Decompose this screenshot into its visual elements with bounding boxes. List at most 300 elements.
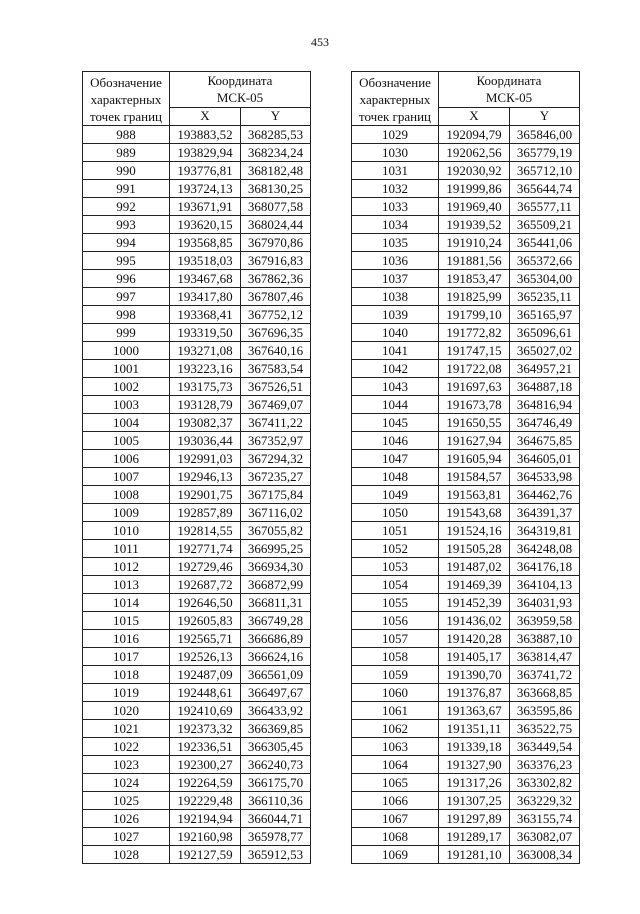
y-coordinate-cell: 363668,85 — [510, 684, 580, 702]
point-number-cell: 1009 — [83, 504, 170, 522]
x-coordinate-cell: 191289,17 — [439, 828, 510, 846]
x-coordinate-cell: 191487,02 — [439, 558, 510, 576]
coordinates-table-left — [82, 71, 311, 864]
x-coordinate-cell: 192410,69 — [170, 702, 241, 720]
y-coordinate-cell: 366497,67 — [241, 684, 311, 702]
coordinate-header-line: Координата — [476, 73, 542, 89]
y-coordinate-cell: 367526,51 — [241, 378, 311, 396]
y-coordinate-cell: 366686,89 — [241, 630, 311, 648]
x-coordinate-cell: 191376,87 — [439, 684, 510, 702]
point-number-cell: 1022 — [83, 738, 170, 756]
point-number-cell: 999 — [83, 324, 170, 342]
table-row — [83, 144, 311, 162]
point-number-cell: 1065 — [352, 774, 439, 792]
point-number-cell: 1040 — [352, 324, 439, 342]
point-number-cell: 1033 — [352, 198, 439, 216]
point-number-cell: 1060 — [352, 684, 439, 702]
y-coordinate-cell: 365644,74 — [510, 180, 580, 198]
table-row — [352, 828, 580, 846]
x-coordinate-cell: 193568,85 — [170, 234, 241, 252]
x-coordinate-cell: 192300,27 — [170, 756, 241, 774]
x-coordinate-cell: 192229,48 — [170, 792, 241, 810]
point-number-cell: 1004 — [83, 414, 170, 432]
y-coordinate-cell: 366561,09 — [241, 666, 311, 684]
y-coordinate-cell: 365577,11 — [510, 198, 580, 216]
point-number-cell: 1048 — [352, 468, 439, 486]
y-coordinate-cell: 368077,58 — [241, 198, 311, 216]
y-coordinate-cell: 364176,18 — [510, 558, 580, 576]
table-row — [352, 576, 580, 594]
point-number-cell: 1069 — [352, 846, 439, 864]
coordinates-table-right — [351, 71, 580, 864]
table-row — [352, 270, 580, 288]
y-coordinate-cell: 368285,53 — [241, 126, 311, 144]
x-coordinate-cell: 193883,52 — [170, 126, 241, 144]
y-coordinate-cell: 364957,21 — [510, 360, 580, 378]
table-row — [352, 396, 580, 414]
y-coordinate-cell: 366872,99 — [241, 576, 311, 594]
table-row — [83, 414, 311, 432]
y-coordinate-cell: 364746,49 — [510, 414, 580, 432]
point-header-line: Обозначение — [90, 75, 162, 90]
point-number-cell: 1014 — [83, 594, 170, 612]
x-coordinate-cell: 193368,41 — [170, 306, 241, 324]
y-coordinate-cell: 367862,36 — [241, 270, 311, 288]
point-number-cell: 1038 — [352, 288, 439, 306]
point-number-cell: 1029 — [352, 126, 439, 144]
point-header-line: характерных — [90, 92, 162, 107]
table-header-row — [83, 72, 311, 108]
point-number-cell: 1001 — [83, 360, 170, 378]
x-coordinate-cell: 193319,50 — [170, 324, 241, 342]
table-row — [83, 666, 311, 684]
y-coordinate-cell: 368024,44 — [241, 216, 311, 234]
table-row — [352, 504, 580, 522]
point-number-cell: 1050 — [352, 504, 439, 522]
x-coordinate-cell: 192094,79 — [439, 126, 510, 144]
y-coordinate-cell: 367970,86 — [241, 234, 311, 252]
point-number-cell: 1068 — [352, 828, 439, 846]
table-row — [83, 306, 311, 324]
point-number-cell: 1021 — [83, 720, 170, 738]
x-coordinate-cell: 191469,39 — [439, 576, 510, 594]
coordinate-header-line: МСК-05 — [216, 90, 264, 106]
point-number-cell: 1053 — [352, 558, 439, 576]
table-row — [352, 234, 580, 252]
x-coordinate-cell: 191747,15 — [439, 342, 510, 360]
y-coordinate-cell: 363229,32 — [510, 792, 580, 810]
table-row — [83, 126, 311, 144]
point-number-cell: 1005 — [83, 432, 170, 450]
x-coordinate-cell: 193620,15 — [170, 216, 241, 234]
y-coordinate-cell: 364605,01 — [510, 450, 580, 468]
point-number-cell: 1023 — [83, 756, 170, 774]
x-coordinate-cell: 191910,24 — [439, 234, 510, 252]
table-row — [352, 414, 580, 432]
y-coordinate-cell: 363741,72 — [510, 666, 580, 684]
point-number-cell: 1059 — [352, 666, 439, 684]
table-row — [83, 558, 311, 576]
y-coordinate-cell: 363008,34 — [510, 846, 580, 864]
point-column-header — [83, 72, 170, 126]
x-coordinate-cell: 191772,82 — [439, 324, 510, 342]
table-row — [83, 360, 311, 378]
x-coordinate-cell: 193271,08 — [170, 342, 241, 360]
x-coordinate-cell: 191939,52 — [439, 216, 510, 234]
y-coordinate-cell: 363595,86 — [510, 702, 580, 720]
x-coordinate-cell: 191543,68 — [439, 504, 510, 522]
table-row — [83, 504, 311, 522]
point-number-cell: 1003 — [83, 396, 170, 414]
y-coordinate-cell: 364104,13 — [510, 576, 580, 594]
y-coordinate-cell: 365509,21 — [510, 216, 580, 234]
y-coordinate-cell: 363376,23 — [510, 756, 580, 774]
point-number-cell: 1043 — [352, 378, 439, 396]
table-row — [352, 144, 580, 162]
y-coordinate-cell: 364533,98 — [510, 468, 580, 486]
table-row — [83, 684, 311, 702]
point-number-cell: 998 — [83, 306, 170, 324]
table-row — [352, 126, 580, 144]
point-number-cell: 1046 — [352, 432, 439, 450]
x-coordinate-cell: 192448,61 — [170, 684, 241, 702]
x-coordinate-cell: 192264,59 — [170, 774, 241, 792]
table-row — [83, 594, 311, 612]
y-coordinate-cell: 367469,07 — [241, 396, 311, 414]
point-number-cell: 994 — [83, 234, 170, 252]
point-number-cell: 1026 — [83, 810, 170, 828]
y-column-header: Y — [510, 107, 580, 125]
point-number-cell: 1049 — [352, 486, 439, 504]
table-row — [352, 216, 580, 234]
x-coordinate-cell: 191420,28 — [439, 630, 510, 648]
x-coordinate-cell: 193776,81 — [170, 162, 241, 180]
y-coordinate-cell: 367352,97 — [241, 432, 311, 450]
point-number-cell: 1020 — [83, 702, 170, 720]
table-row — [352, 792, 580, 810]
y-coordinate-cell: 367696,35 — [241, 324, 311, 342]
x-coordinate-cell: 192605,83 — [170, 612, 241, 630]
x-coordinate-cell: 191390,70 — [439, 666, 510, 684]
y-coordinate-cell: 367055,82 — [241, 522, 311, 540]
table-row — [83, 702, 311, 720]
x-coordinate-cell: 192771,74 — [170, 540, 241, 558]
point-number-cell: 1055 — [352, 594, 439, 612]
table-row — [352, 432, 580, 450]
x-coordinate-cell: 191650,55 — [439, 414, 510, 432]
y-coordinate-cell: 364462,76 — [510, 486, 580, 504]
x-coordinate-cell: 191351,11 — [439, 720, 510, 738]
point-number-cell: 990 — [83, 162, 170, 180]
x-coordinate-cell: 191452,39 — [439, 594, 510, 612]
x-coordinate-cell: 193724,13 — [170, 180, 241, 198]
x-column-header: X — [170, 107, 241, 125]
table-row — [83, 468, 311, 486]
point-number-cell: 1007 — [83, 468, 170, 486]
point-number-cell: 993 — [83, 216, 170, 234]
x-coordinate-cell: 193671,91 — [170, 198, 241, 216]
table-row — [83, 216, 311, 234]
table-row — [352, 252, 580, 270]
x-coordinate-cell: 192901,75 — [170, 486, 241, 504]
point-number-cell: 1039 — [352, 306, 439, 324]
x-coordinate-cell: 192030,92 — [439, 162, 510, 180]
x-coordinate-cell: 192526,13 — [170, 648, 241, 666]
table-row — [83, 828, 311, 846]
x-coordinate-cell: 191799,10 — [439, 306, 510, 324]
y-coordinate-cell: 365165,97 — [510, 306, 580, 324]
point-header-line: характерных — [359, 92, 431, 107]
table-row — [83, 396, 311, 414]
point-number-cell: 1019 — [83, 684, 170, 702]
table-row — [83, 630, 311, 648]
table-row — [83, 270, 311, 288]
y-coordinate-cell: 365912,53 — [241, 846, 311, 864]
x-coordinate-cell: 191722,08 — [439, 360, 510, 378]
x-column-header: X — [439, 107, 510, 125]
table-row — [352, 522, 580, 540]
point-number-cell: 1016 — [83, 630, 170, 648]
y-coordinate-cell: 366044,71 — [241, 810, 311, 828]
point-number-cell: 1051 — [352, 522, 439, 540]
table-row — [352, 162, 580, 180]
table-row — [83, 612, 311, 630]
point-number-cell: 1015 — [83, 612, 170, 630]
x-coordinate-cell: 193518,03 — [170, 252, 241, 270]
x-coordinate-cell: 191524,16 — [439, 522, 510, 540]
table-row — [352, 558, 580, 576]
point-number-cell: 1018 — [83, 666, 170, 684]
table-row — [83, 432, 311, 450]
x-coordinate-cell: 193223,16 — [170, 360, 241, 378]
point-number-cell: 1063 — [352, 738, 439, 756]
x-coordinate-cell: 192194,94 — [170, 810, 241, 828]
y-coordinate-cell: 367235,27 — [241, 468, 311, 486]
y-coordinate-cell: 367916,83 — [241, 252, 311, 270]
table-row — [352, 180, 580, 198]
table-row — [352, 612, 580, 630]
x-coordinate-cell: 193082,37 — [170, 414, 241, 432]
table-row — [83, 342, 311, 360]
point-number-cell: 995 — [83, 252, 170, 270]
point-number-cell: 1000 — [83, 342, 170, 360]
y-coordinate-cell: 365779,19 — [510, 144, 580, 162]
x-coordinate-cell: 191363,67 — [439, 702, 510, 720]
table-row — [352, 684, 580, 702]
y-coordinate-cell: 368130,25 — [241, 180, 311, 198]
table-row — [83, 486, 311, 504]
x-coordinate-cell: 193036,44 — [170, 432, 241, 450]
y-coordinate-cell: 363814,47 — [510, 648, 580, 666]
y-coordinate-cell: 363449,54 — [510, 738, 580, 756]
point-number-cell: 991 — [83, 180, 170, 198]
point-number-cell: 1058 — [352, 648, 439, 666]
y-coordinate-cell: 364031,93 — [510, 594, 580, 612]
point-header-line: точек границ — [358, 109, 432, 124]
x-coordinate-cell: 193128,79 — [170, 396, 241, 414]
y-coordinate-cell: 364391,37 — [510, 504, 580, 522]
point-number-cell: 1062 — [352, 720, 439, 738]
y-coordinate-cell: 366305,45 — [241, 738, 311, 756]
x-coordinate-cell: 191627,94 — [439, 432, 510, 450]
page-number: 453 — [311, 35, 329, 49]
point-number-cell: 1045 — [352, 414, 439, 432]
y-coordinate-cell: 367807,46 — [241, 288, 311, 306]
point-number-cell: 1064 — [352, 756, 439, 774]
point-number-cell: 1013 — [83, 576, 170, 594]
point-number-cell: 1011 — [83, 540, 170, 558]
y-coordinate-cell: 364319,81 — [510, 522, 580, 540]
point-number-cell: 1032 — [352, 180, 439, 198]
point-number-cell: 1056 — [352, 612, 439, 630]
point-number-cell: 1031 — [352, 162, 439, 180]
table-row — [352, 360, 580, 378]
x-coordinate-cell: 192565,71 — [170, 630, 241, 648]
table-header-row — [352, 72, 580, 108]
table-row — [352, 486, 580, 504]
y-coordinate-cell: 366110,36 — [241, 792, 311, 810]
table-row — [352, 468, 580, 486]
x-coordinate-cell: 191969,40 — [439, 198, 510, 216]
point-number-cell: 988 — [83, 126, 170, 144]
y-column-header: Y — [241, 107, 311, 125]
y-coordinate-cell: 365235,11 — [510, 288, 580, 306]
point-number-cell: 1061 — [352, 702, 439, 720]
point-number-cell: 1024 — [83, 774, 170, 792]
x-coordinate-cell: 191405,17 — [439, 648, 510, 666]
x-coordinate-cell: 192127,59 — [170, 846, 241, 864]
point-header-line: Обозначение — [359, 75, 431, 90]
point-number-cell: 1006 — [83, 450, 170, 468]
point-column-header — [352, 72, 439, 126]
point-number-cell: 1041 — [352, 342, 439, 360]
table-row — [83, 738, 311, 756]
x-coordinate-cell: 191584,57 — [439, 468, 510, 486]
y-coordinate-cell: 366433,92 — [241, 702, 311, 720]
x-coordinate-cell: 193417,80 — [170, 288, 241, 306]
point-number-cell: 992 — [83, 198, 170, 216]
y-coordinate-cell: 367411,22 — [241, 414, 311, 432]
y-coordinate-cell: 363887,10 — [510, 630, 580, 648]
table-row — [352, 648, 580, 666]
point-number-cell: 1028 — [83, 846, 170, 864]
y-coordinate-cell: 365712,10 — [510, 162, 580, 180]
table-row — [83, 792, 311, 810]
y-coordinate-cell: 363082,07 — [510, 828, 580, 846]
table-row — [352, 846, 580, 864]
x-coordinate-cell: 191825,99 — [439, 288, 510, 306]
point-header-line: точек границ — [89, 109, 163, 124]
y-coordinate-cell: 367752,12 — [241, 306, 311, 324]
coordinate-header-line: МСК-05 — [485, 90, 533, 106]
table-row — [83, 162, 311, 180]
y-coordinate-cell: 364816,94 — [510, 396, 580, 414]
y-coordinate-cell: 366369,85 — [241, 720, 311, 738]
table-row — [83, 774, 311, 792]
point-number-cell: 1044 — [352, 396, 439, 414]
x-coordinate-cell: 191327,90 — [439, 756, 510, 774]
point-number-cell: 1017 — [83, 648, 170, 666]
point-number-cell: 1054 — [352, 576, 439, 594]
x-coordinate-cell: 192729,46 — [170, 558, 241, 576]
x-coordinate-cell: 193829,94 — [170, 144, 241, 162]
point-number-cell: 989 — [83, 144, 170, 162]
x-coordinate-cell: 192373,32 — [170, 720, 241, 738]
table-row — [352, 378, 580, 396]
y-coordinate-cell: 365027,02 — [510, 342, 580, 360]
point-number-cell: 1067 — [352, 810, 439, 828]
y-coordinate-cell: 366175,70 — [241, 774, 311, 792]
x-coordinate-cell: 191605,94 — [439, 450, 510, 468]
y-coordinate-cell: 366934,30 — [241, 558, 311, 576]
x-coordinate-cell: 191436,02 — [439, 612, 510, 630]
x-coordinate-cell: 191999,86 — [439, 180, 510, 198]
x-coordinate-cell: 191853,47 — [439, 270, 510, 288]
table-row — [352, 630, 580, 648]
y-coordinate-cell: 367640,16 — [241, 342, 311, 360]
y-coordinate-cell: 363302,82 — [510, 774, 580, 792]
table-row — [83, 810, 311, 828]
table-row — [83, 522, 311, 540]
table-row — [352, 810, 580, 828]
table-row — [83, 234, 311, 252]
table-row — [352, 720, 580, 738]
point-number-cell: 1066 — [352, 792, 439, 810]
y-coordinate-cell: 365372,66 — [510, 252, 580, 270]
x-coordinate-cell: 192646,50 — [170, 594, 241, 612]
x-coordinate-cell: 192857,89 — [170, 504, 241, 522]
point-number-cell: 1034 — [352, 216, 439, 234]
point-number-cell: 1052 — [352, 540, 439, 558]
y-coordinate-cell: 363155,74 — [510, 810, 580, 828]
y-coordinate-cell: 366624,16 — [241, 648, 311, 666]
table-row — [352, 756, 580, 774]
table-row — [83, 720, 311, 738]
table-row — [83, 378, 311, 396]
y-coordinate-cell: 365846,00 — [510, 126, 580, 144]
table-row — [352, 198, 580, 216]
table-row — [352, 342, 580, 360]
point-number-cell: 1002 — [83, 378, 170, 396]
table-row — [83, 756, 311, 774]
x-coordinate-cell: 192991,03 — [170, 450, 241, 468]
table-row — [352, 702, 580, 720]
point-number-cell: 996 — [83, 270, 170, 288]
table-row — [83, 576, 311, 594]
y-coordinate-cell: 364887,18 — [510, 378, 580, 396]
x-coordinate-cell: 191281,10 — [439, 846, 510, 864]
x-coordinate-cell: 191307,25 — [439, 792, 510, 810]
y-coordinate-cell: 366995,25 — [241, 540, 311, 558]
y-coordinate-cell: 367583,54 — [241, 360, 311, 378]
y-coordinate-cell: 365441,06 — [510, 234, 580, 252]
point-number-cell: 1047 — [352, 450, 439, 468]
table-row — [83, 252, 311, 270]
table-row — [352, 666, 580, 684]
x-coordinate-cell: 192687,72 — [170, 576, 241, 594]
point-number-cell: 1037 — [352, 270, 439, 288]
y-coordinate-cell: 365978,77 — [241, 828, 311, 846]
x-coordinate-cell: 192336,51 — [170, 738, 241, 756]
x-coordinate-cell: 192487,09 — [170, 666, 241, 684]
point-number-cell: 1035 — [352, 234, 439, 252]
y-coordinate-cell: 367116,02 — [241, 504, 311, 522]
y-coordinate-cell: 364248,08 — [510, 540, 580, 558]
point-number-cell: 1027 — [83, 828, 170, 846]
table-row — [83, 540, 311, 558]
x-coordinate-cell: 193467,68 — [170, 270, 241, 288]
point-number-cell: 1010 — [83, 522, 170, 540]
